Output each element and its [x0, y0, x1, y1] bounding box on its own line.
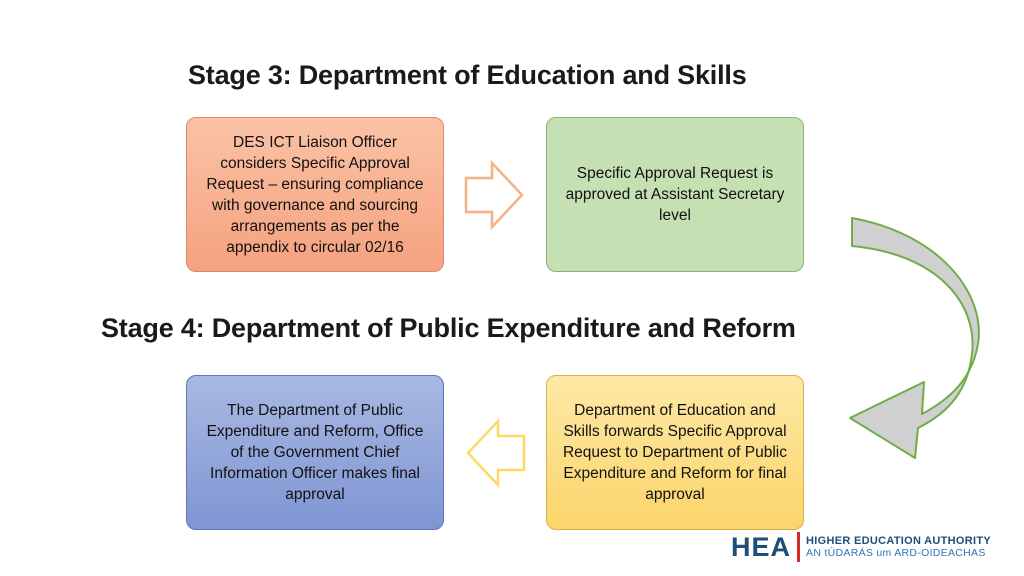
hea-logo-divider [797, 532, 800, 562]
stage-4-title: Stage 4: Department of Public Expenditure and Reform [101, 313, 796, 343]
assistant-secretary-approval-box [546, 117, 804, 272]
dper-final-approval-text: The Department of Public Expenditure and Reform, Office of the Government Chief Information Officer makes final approval [206, 402, 424, 503]
assistant-secretary-approval-text: Specific Approval Request is approved at Assistant Secretary level [565, 165, 785, 224]
des-liaison-officer-box [186, 117, 444, 272]
hea-logo-english-name: HIGHER EDUCATION AUTHORITY [806, 535, 992, 547]
hea-logo [731, 532, 991, 562]
des-forwards-request-text: Department of Education and Skills forwards Specific Approval Request to Department of Public Expenditure and Reform for final approval [562, 402, 787, 503]
left-arrow-icon [466, 418, 528, 488]
hea-logo-abbr: HEA [731, 532, 792, 562]
hea-logo-wordmark [806, 535, 991, 559]
des-forwards-request-box [546, 375, 804, 530]
stage-3-title: Stage 3: Department of Education and Skills [188, 60, 747, 90]
hea-logo-irish-name: AN tÚDARÁS um ARD-OIDEACHAS [806, 547, 986, 559]
curved-down-arrow-icon [840, 214, 990, 464]
dper-final-approval-box [186, 375, 444, 530]
right-arrow-icon [462, 160, 526, 230]
des-liaison-officer-text: DES ICT Liaison Officer considers Specific Approval Request – ensuring compliance with governance and sourcing arrangements as per the appendix to circular 02/16 [206, 133, 424, 256]
